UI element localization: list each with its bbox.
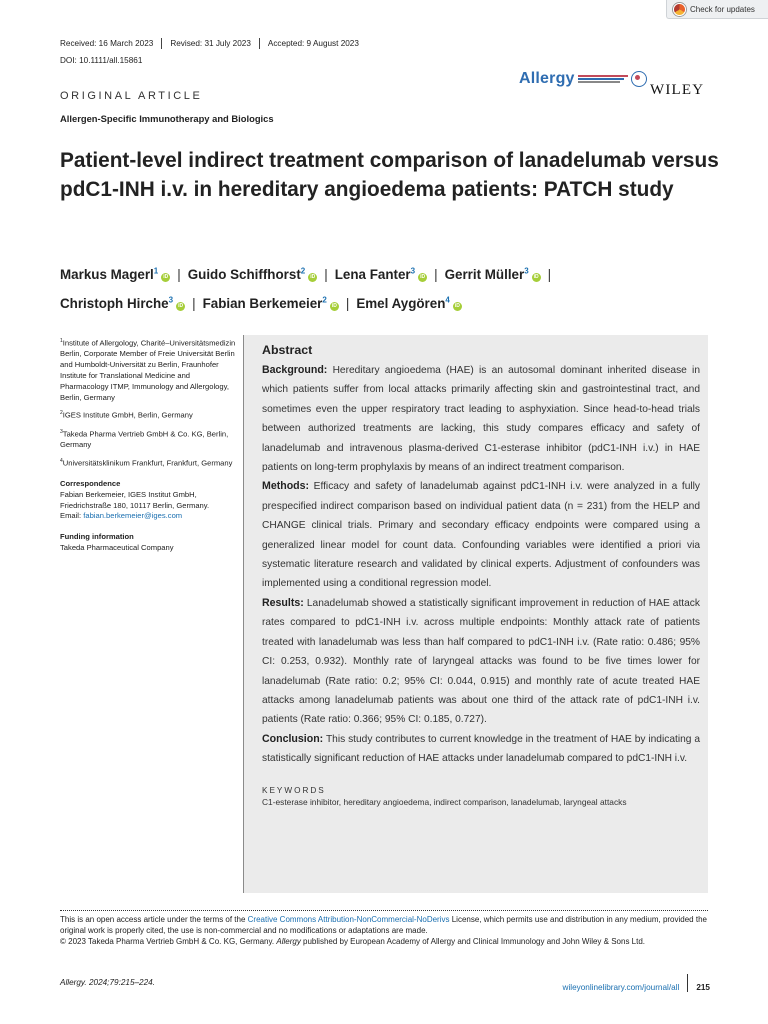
journal-name: Allergy bbox=[519, 70, 575, 87]
author[interactable]: Markus Magerl$^1$iD bbox=[60, 267, 169, 283]
abstract-background: Background: Hereditary angioedema (HAE) is an autosomal dominant inherited disease in which patients suffer from local attacks primarily affecting skin and gastrointestinal tract, and sometimes even the upper respiratory tract leading to asphyxiation. Since head-to-head trials between authorized treatments are lacking, this study compares efficacy and safety of lanadelumab and intravenous plasma-derived C1-esterase inhibitor (pdC1-INH i.v.) in HAE patients on long-term prophylaxis by means of an indirect treatment comparison. bbox=[262, 364, 700, 474]
abstract-box bbox=[243, 335, 708, 893]
journal-logo-lines bbox=[578, 75, 628, 83]
funding-heading: Funding information bbox=[60, 532, 134, 542]
article-title: Patient-level indirect treatment comparison of lanadelumab versus pdC1-INH i.v. in hereditary angioedema patients: PATCH study bbox=[60, 149, 719, 201]
correspondence-email: Email: fabian.berkemeier@iges.com bbox=[60, 511, 183, 521]
author-separator: | bbox=[434, 267, 438, 283]
page-number: 215 bbox=[696, 982, 710, 992]
copyright-note: © 2023 Takeda Pharma Vertrieb GmbH & Co. KG, Germany. Allergy published by European Academy of Allergy and Clinical Immunology and John Wiley & Sons Ltd. bbox=[60, 937, 646, 947]
orcid-icon[interactable]: iD bbox=[533, 274, 539, 281]
author-separator: | bbox=[547, 267, 552, 283]
footnote-divider bbox=[60, 910, 708, 911]
affiliation: $^2$IGES Institute GmbH, Berlin, Germany bbox=[60, 410, 193, 420]
orcid-icon[interactable]: iD bbox=[310, 274, 316, 281]
section-name: Allergen-Specific Immunotherapy and Biologics bbox=[60, 113, 274, 124]
author[interactable]: Emel Aygören$^4$iD bbox=[356, 295, 460, 311]
author[interactable]: Gerrit Müller$^3$iD bbox=[444, 267, 539, 283]
keywords-text: C1-esterase inhibitor, hereditary angioedema, indirect comparison, lanadelumab, laryngeal attacks bbox=[262, 796, 627, 807]
author-separator: | bbox=[324, 267, 328, 283]
footer-citation: Allergy. 2024;79:215–224. bbox=[60, 978, 155, 987]
orcid-icon[interactable]: iD bbox=[420, 274, 426, 281]
orcid-icon[interactable]: iD bbox=[163, 274, 169, 281]
journal-logo bbox=[519, 70, 647, 88]
abstract-heading: Abstract bbox=[262, 343, 313, 357]
orcid-icon[interactable]: iD bbox=[178, 302, 184, 309]
license-link[interactable]: Creative Commons Attribution-NonCommercial-NoDerivs bbox=[247, 915, 450, 924]
footer-divider bbox=[687, 974, 688, 992]
abstract-conclusion: Conclusion: This study contributes to current knowledge in the treatment of HAE by indicating a statistically significant reduction of HAE attacks under lanadelumab compared to pdC1-INH i.v. bbox=[262, 732, 700, 765]
publisher-logo: WILEY bbox=[650, 82, 705, 98]
funding-text: Takeda Pharmaceutical Company bbox=[60, 543, 174, 553]
revised-date: Revised: 31 July 2023 bbox=[161, 38, 259, 49]
author[interactable]: Christoph Hirche$^3$iD bbox=[60, 295, 184, 311]
received-date: Received: 16 March 2023 bbox=[60, 39, 154, 48]
email-link[interactable]: fabian.berkemeier@iges.com bbox=[83, 511, 183, 521]
affiliation: $^4$Universitätsklinikum Frankfurt, Frankfurt, Germany bbox=[60, 457, 233, 468]
eaaci-icon bbox=[631, 71, 647, 87]
correspondence-heading: Correspondence bbox=[60, 479, 121, 489]
orcid-icon[interactable]: iD bbox=[454, 302, 460, 309]
abstract-results: Results: Lanadelumab showed a statistically significant improvement in reduction of HAE attack rates compared to pdC1-INH i.v. across multiple endpoints: Monthly attack rate of patients treated with lanadelumab was less than half compared to pdC1-INH i.v. (Rate ratio: 0.486; 95% CI: 0.253, 0.932). Monthly rate of laryngeal attacks was found to be five times lower for lanadelumab (Rate ratio: 0.2; 95% CI: 0.044, 0.915) and monthly rate of acute treated HAE attacks among lanadelumab patients was about one third of the attack rate of pdC1-INH i.v. patients (Rate ratio: 0.366; 95% CI: 0.185, 0.727). bbox=[262, 596, 700, 726]
crossmark-icon bbox=[673, 3, 686, 16]
license-note: This is an open access article under the terms of the Creative Commons Attribution-NonCommercial-NoDerivs License, which permits use and distribution in any medium, provided the original work is properly cited, the use is non-commercial and no modifications or adaptations are made. © 2023 Takeda Pharma Vertrieb GmbH & Co. KG, Germany. Allergy published by European Academy of Allergy and Clinical Immunology and John Wiley & Sons Ltd. bbox=[60, 914, 710, 948]
keywords-heading: KEYWORDS bbox=[262, 785, 326, 795]
article-type: ORIGINAL ARTICLE bbox=[60, 90, 203, 102]
check-for-updates-label: Check for updates bbox=[690, 4, 755, 14]
check-for-updates-button[interactable] bbox=[666, 0, 768, 19]
author[interactable]: Lena Fanter$^3$iD bbox=[334, 267, 426, 283]
correspondence-text: Fabian Berkemeier, IGES Institut GmbH, Friedrichstraße 180, 10117 Berlin, Germany. bbox=[60, 489, 210, 510]
abstract-methods: Methods: Efficacy and safety of lanadelumab against pdC1-INH i.v. were analyzed in a fully prespecified indirect comparison based on individual patient data (n = 231) from the HELP and CHANGE clinical trials. Primary and secondary efficacy endpoints were compared using a generalized linear model for count data. Confounding variables were identified a priori via systematic literature research and validated by clinical experts. Adjustment of confounders was implemented using a conditional regression model. bbox=[262, 480, 700, 590]
author-separator: | bbox=[192, 295, 196, 311]
author[interactable]: Fabian Berkemeier$^2$iD bbox=[202, 295, 337, 311]
journal-url-link[interactable]: wileyonlinelibrary.com/journal/all bbox=[562, 982, 680, 992]
affiliation: $^3$Takeda Pharma Vertrieb GmbH & Co. KG, Berlin, Germany bbox=[60, 428, 229, 449]
submission-dates bbox=[60, 38, 367, 49]
accepted-date: Accepted: 9 August 2023 bbox=[259, 38, 367, 49]
author-separator: | bbox=[177, 267, 181, 283]
orcid-icon[interactable]: iD bbox=[331, 302, 337, 309]
affiliation: $^1$Institute of Allergology, Charité–Universitätsmedizin Berlin, Corporate Member of Freie Universität Berlin and Humboldt-Universität zu Berlin, Fraunhofer Institute for Translational Medicine and Pharmacology ITMP, Immunology and Allergology, Berlin, Germany bbox=[60, 338, 236, 402]
author-list bbox=[60, 259, 680, 316]
author-separator: | bbox=[345, 295, 350, 311]
author[interactable]: Guido Schiffhorst$^2$iD bbox=[187, 267, 316, 283]
article-info-column bbox=[60, 336, 238, 554]
doi: DOI: 10.1111/all.15861 bbox=[60, 56, 143, 65]
